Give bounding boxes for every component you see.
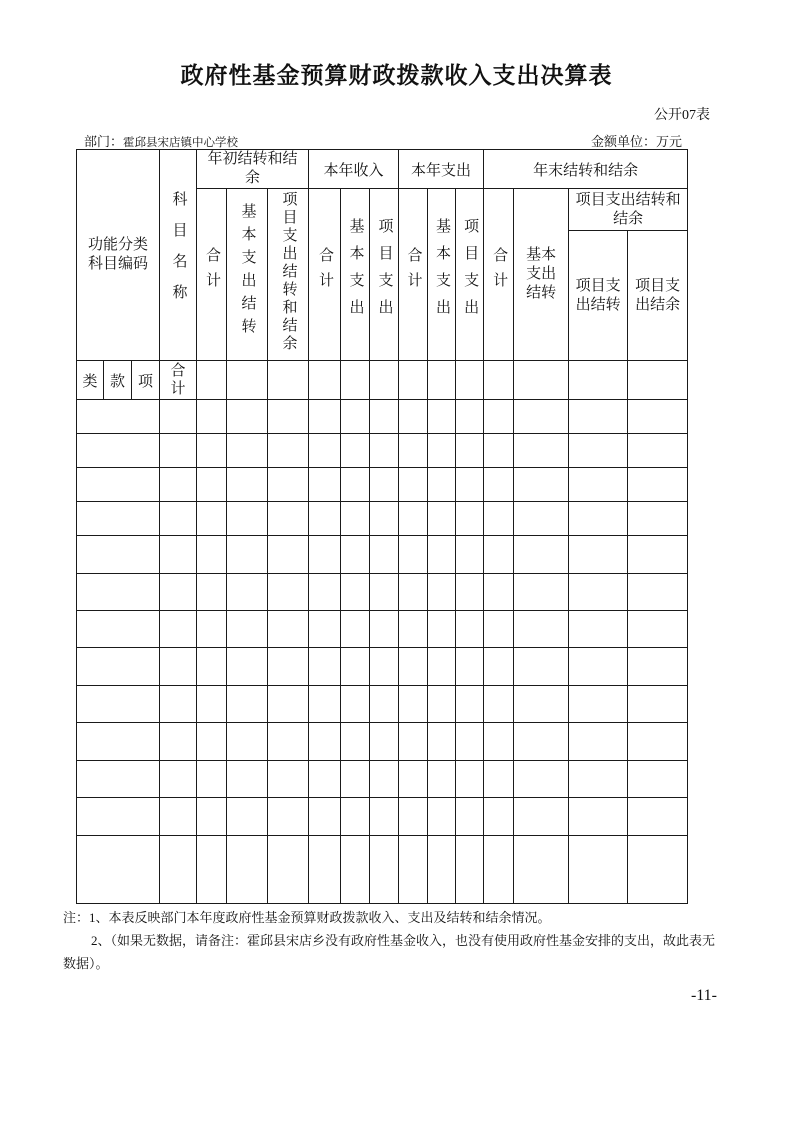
table-cell: [370, 798, 399, 836]
table-cell: [341, 686, 370, 723]
header-begin-project-carryover-balance: 项目支出结转和结余: [268, 189, 309, 361]
table-row: [77, 611, 688, 648]
table-cell: [399, 434, 428, 468]
table-cell: [370, 648, 399, 686]
table-cell: [341, 536, 370, 574]
footnote-2: 2、（如果无数据，请备注：霍邱县宋店乡没有政府性基金收入，也没有使用政府性基金安排的支出，故此表无数据）。: [63, 933, 716, 971]
table-cell: [428, 536, 456, 574]
table-cell: [227, 502, 268, 536]
table-cell: [370, 574, 399, 611]
header-end-project-carryover: 项目支出结转: [569, 231, 628, 361]
table-cell: [197, 611, 227, 648]
table-cell: [197, 836, 227, 904]
table-cell: [77, 836, 160, 904]
table-cell: [341, 836, 370, 904]
table-cell: [514, 502, 569, 536]
table-cell: [309, 536, 341, 574]
total-row-cell: [456, 361, 484, 400]
table-cell: [341, 400, 370, 434]
table-cell: [370, 761, 399, 798]
table-cell: [514, 648, 569, 686]
table-cell: [484, 468, 514, 502]
footnotes: [63, 906, 715, 975]
table-cell: [484, 502, 514, 536]
table-cell: [309, 574, 341, 611]
table-cell: [268, 574, 309, 611]
table-cell: [309, 434, 341, 468]
table-cell: [268, 723, 309, 761]
table-cell: [484, 723, 514, 761]
table-cell: [428, 400, 456, 434]
table-cell: [628, 723, 688, 761]
header-expense-basic-expense: 基本支出: [428, 189, 456, 361]
table-cell: [399, 648, 428, 686]
table-cell: [514, 536, 569, 574]
total-row-cell: [227, 361, 268, 400]
table-cell: [197, 686, 227, 723]
table-cell: [456, 723, 484, 761]
table-cell: [569, 761, 628, 798]
table-cell: [268, 761, 309, 798]
table-cell: [399, 723, 428, 761]
table-cell: [77, 648, 160, 686]
table-cell: [514, 468, 569, 502]
table-cell: [399, 611, 428, 648]
table-cell: [227, 761, 268, 798]
table-cell: [77, 502, 160, 536]
table-cell: [77, 400, 160, 434]
table-cell: [428, 648, 456, 686]
table-cell: [428, 798, 456, 836]
table-cell: [484, 611, 514, 648]
table-cell: [160, 468, 197, 502]
table-cell: [428, 723, 456, 761]
header-functional-code: 功能分类科目编码: [77, 150, 160, 361]
table-row: [77, 434, 688, 468]
header-row-class-section-item: [77, 361, 688, 400]
table-cell: [341, 434, 370, 468]
table-cell: [268, 434, 309, 468]
table-cell: [227, 836, 268, 904]
header-income-total: 合计: [309, 189, 341, 361]
header-end-total: 合计: [484, 189, 514, 361]
table-cell: [309, 761, 341, 798]
table-cell: [569, 468, 628, 502]
table-cell: [160, 434, 197, 468]
table-cell: [514, 798, 569, 836]
table-cell: [341, 502, 370, 536]
table-cell: [160, 798, 197, 836]
table-cell: [268, 502, 309, 536]
table-cell: [309, 502, 341, 536]
table-cell: [628, 536, 688, 574]
table-row: [77, 468, 688, 502]
table-cell: [569, 686, 628, 723]
table-cell: [428, 611, 456, 648]
table-cell: [456, 798, 484, 836]
table-cell: [160, 648, 197, 686]
header-row-groups: [77, 150, 688, 189]
table-row: [77, 798, 688, 836]
total-row-cell: [428, 361, 456, 400]
header-end-basic-carryover: 基本支出结转: [514, 189, 569, 361]
table-cell: [628, 574, 688, 611]
total-row-cell: [484, 361, 514, 400]
table-cell: [197, 536, 227, 574]
final-accounts-table: [76, 149, 688, 904]
table-cell: [484, 648, 514, 686]
total-row-cell: [341, 361, 370, 400]
table-cell: [514, 686, 569, 723]
total-row-cell: [197, 361, 227, 400]
header-end-project-balance: 项目支出结余: [628, 231, 688, 361]
table-cell: [456, 761, 484, 798]
header-col-item: 项: [132, 361, 160, 400]
table-cell: [160, 502, 197, 536]
footnote-1: 注：1、本表反映部门本年度政府性基金预算财政拨款收入、支出及结转和结余情况。: [63, 910, 551, 925]
table-cell: [197, 648, 227, 686]
total-row-cell: [309, 361, 341, 400]
table-cell: [569, 798, 628, 836]
table-cell: [160, 611, 197, 648]
header-begin-basic-carryover: 基本支出结转: [227, 189, 268, 361]
header-end-project-carryover-balance-group: 项目支出结转和结余: [569, 189, 688, 231]
table-cell: [77, 434, 160, 468]
table-cell: [309, 798, 341, 836]
table-cell: [399, 836, 428, 904]
table-cell: [428, 574, 456, 611]
header-col-class: 类: [77, 361, 104, 400]
table-cell: [370, 434, 399, 468]
table-cell: [456, 686, 484, 723]
table-cell: [399, 798, 428, 836]
total-row-cell: [569, 361, 628, 400]
table-cell: [268, 798, 309, 836]
table-cell: [197, 468, 227, 502]
department-line: [84, 131, 238, 150]
table-cell: [268, 536, 309, 574]
table-row: [77, 836, 688, 904]
table-cell: [160, 400, 197, 434]
table-cell: [197, 400, 227, 434]
table-cell: [514, 836, 569, 904]
table-cell: [160, 723, 197, 761]
header-group-end-year: 年末结转和结余: [484, 150, 688, 189]
table-row: [77, 723, 688, 761]
table-row: [77, 686, 688, 723]
table-cell: [456, 468, 484, 502]
table-cell: [309, 648, 341, 686]
table-cell: [428, 761, 456, 798]
table-cell: [227, 536, 268, 574]
table-cell: [484, 686, 514, 723]
table-cell: [484, 798, 514, 836]
header-group-current-income: 本年收入: [309, 150, 399, 189]
table-cell: [484, 434, 514, 468]
table-cell: [484, 574, 514, 611]
form-code-label: 公开07表: [654, 108, 710, 123]
table-cell: [160, 686, 197, 723]
table-cell: [341, 798, 370, 836]
table-cell: [341, 648, 370, 686]
header-income-basic-expense: 基本支出: [341, 189, 370, 361]
table-cell: [160, 836, 197, 904]
table-cell: [514, 611, 569, 648]
table-cell: [399, 502, 428, 536]
table-cell: [77, 468, 160, 502]
table-cell: [268, 836, 309, 904]
table-cell: [514, 761, 569, 798]
table-cell: [514, 723, 569, 761]
table-cell: [309, 400, 341, 434]
table-cell: [399, 761, 428, 798]
total-row-cell: [514, 361, 569, 400]
header-income-project-expense: 项目支出: [370, 189, 399, 361]
table-row: [77, 400, 688, 434]
table-cell: [227, 611, 268, 648]
table-cell: [309, 611, 341, 648]
table-cell: [268, 400, 309, 434]
table-cell: [569, 502, 628, 536]
table-cell: [197, 434, 227, 468]
table-cell: [628, 836, 688, 904]
table-cell: [77, 723, 160, 761]
header-subject-name: 科目名称: [160, 150, 197, 361]
table-cell: [227, 686, 268, 723]
table-cell: [628, 502, 688, 536]
table-cell: [370, 400, 399, 434]
header-expense-total: 合计: [399, 189, 428, 361]
table-cell: [456, 611, 484, 648]
table-cell: [227, 648, 268, 686]
table-cell: [456, 536, 484, 574]
table-cell: [456, 574, 484, 611]
table-cell: [628, 611, 688, 648]
table-cell: [370, 502, 399, 536]
table-cell: [77, 686, 160, 723]
table-cell: [628, 798, 688, 836]
table-cell: [197, 574, 227, 611]
table-cell: [484, 400, 514, 434]
table-cell: [514, 434, 569, 468]
table-cell: [268, 468, 309, 502]
table-cell: [77, 611, 160, 648]
table-cell: [456, 502, 484, 536]
table-cell: [569, 536, 628, 574]
table-cell: [628, 686, 688, 723]
table-row: [77, 574, 688, 611]
table-cell: [77, 574, 160, 611]
table-cell: [399, 686, 428, 723]
table-cell: [309, 723, 341, 761]
total-row-cell: [628, 361, 688, 400]
table-cell: [309, 686, 341, 723]
table-cell: [569, 400, 628, 434]
table-cell: [569, 836, 628, 904]
table-cell: [227, 468, 268, 502]
table-row: [77, 502, 688, 536]
table-cell: [569, 574, 628, 611]
table-cell: [628, 434, 688, 468]
table-cell: [428, 434, 456, 468]
table-cell: [456, 400, 484, 434]
header-group-current-expense: 本年支出: [399, 150, 484, 189]
table-cell: [399, 468, 428, 502]
table-cell: [628, 761, 688, 798]
table-cell: [569, 648, 628, 686]
table-cell: [428, 836, 456, 904]
table-cell: [428, 502, 456, 536]
table-cell: [514, 574, 569, 611]
table-cell: [514, 400, 569, 434]
table-cell: [341, 723, 370, 761]
table-cell: [268, 686, 309, 723]
table-cell: [309, 836, 341, 904]
table-cell: [77, 761, 160, 798]
table-cell: [484, 536, 514, 574]
page-title: 政府性基金预算财政拨款收入支出决算表: [180, 62, 613, 88]
table-cell: [456, 434, 484, 468]
table-cell: [399, 574, 428, 611]
row-label-total: 合计: [160, 361, 197, 400]
table-row: [77, 648, 688, 686]
amount-unit-label: 金额单位：万元: [590, 134, 682, 149]
header-col-section: 款: [104, 361, 132, 400]
table-cell: [77, 536, 160, 574]
table-cell: [227, 798, 268, 836]
table-row: [77, 761, 688, 798]
table-cell: [370, 468, 399, 502]
table-row: [77, 536, 688, 574]
table-cell: [160, 536, 197, 574]
table-cell: [341, 611, 370, 648]
page-number: -11-: [690, 987, 717, 1004]
total-row-cell: [399, 361, 428, 400]
table-cell: [341, 468, 370, 502]
header-group-begin-year: 年初结转和结余: [197, 150, 309, 189]
table-cell: [268, 611, 309, 648]
table-cell: [197, 798, 227, 836]
table-cell: [569, 434, 628, 468]
table-cell: [341, 761, 370, 798]
department-name: 霍邱县宋店镇中心学校: [123, 137, 239, 149]
total-row-cell: [268, 361, 309, 400]
department-label: 部门：: [84, 134, 124, 149]
table-cell: [569, 723, 628, 761]
table-cell: [370, 536, 399, 574]
table-cell: [428, 686, 456, 723]
table-cell: [370, 723, 399, 761]
table-cell: [456, 648, 484, 686]
table-cell: [160, 574, 197, 611]
table-cell: [227, 400, 268, 434]
table-cell: [309, 468, 341, 502]
table-cell: [370, 836, 399, 904]
header-expense-project-expense: 项目支出: [456, 189, 484, 361]
table-cell: [77, 798, 160, 836]
table-cell: [628, 468, 688, 502]
table-cell: [456, 836, 484, 904]
table-cell: [227, 434, 268, 468]
table-cell: [341, 574, 370, 611]
table-cell: [399, 400, 428, 434]
table-cell: [197, 761, 227, 798]
table-cell: [227, 723, 268, 761]
table-cell: [268, 648, 309, 686]
table-cell: [399, 536, 428, 574]
table-cell: [428, 468, 456, 502]
table-cell: [370, 686, 399, 723]
header-begin-total: 合计: [197, 189, 227, 361]
table-cell: [370, 611, 399, 648]
table-cell: [569, 611, 628, 648]
table-cell: [628, 648, 688, 686]
total-row-cell: [370, 361, 399, 400]
table-cell: [197, 723, 227, 761]
table-cell: [484, 761, 514, 798]
table-cell: [628, 400, 688, 434]
table-cell: [160, 761, 197, 798]
table-cell: [484, 836, 514, 904]
table-cell: [227, 574, 268, 611]
table-cell: [197, 502, 227, 536]
